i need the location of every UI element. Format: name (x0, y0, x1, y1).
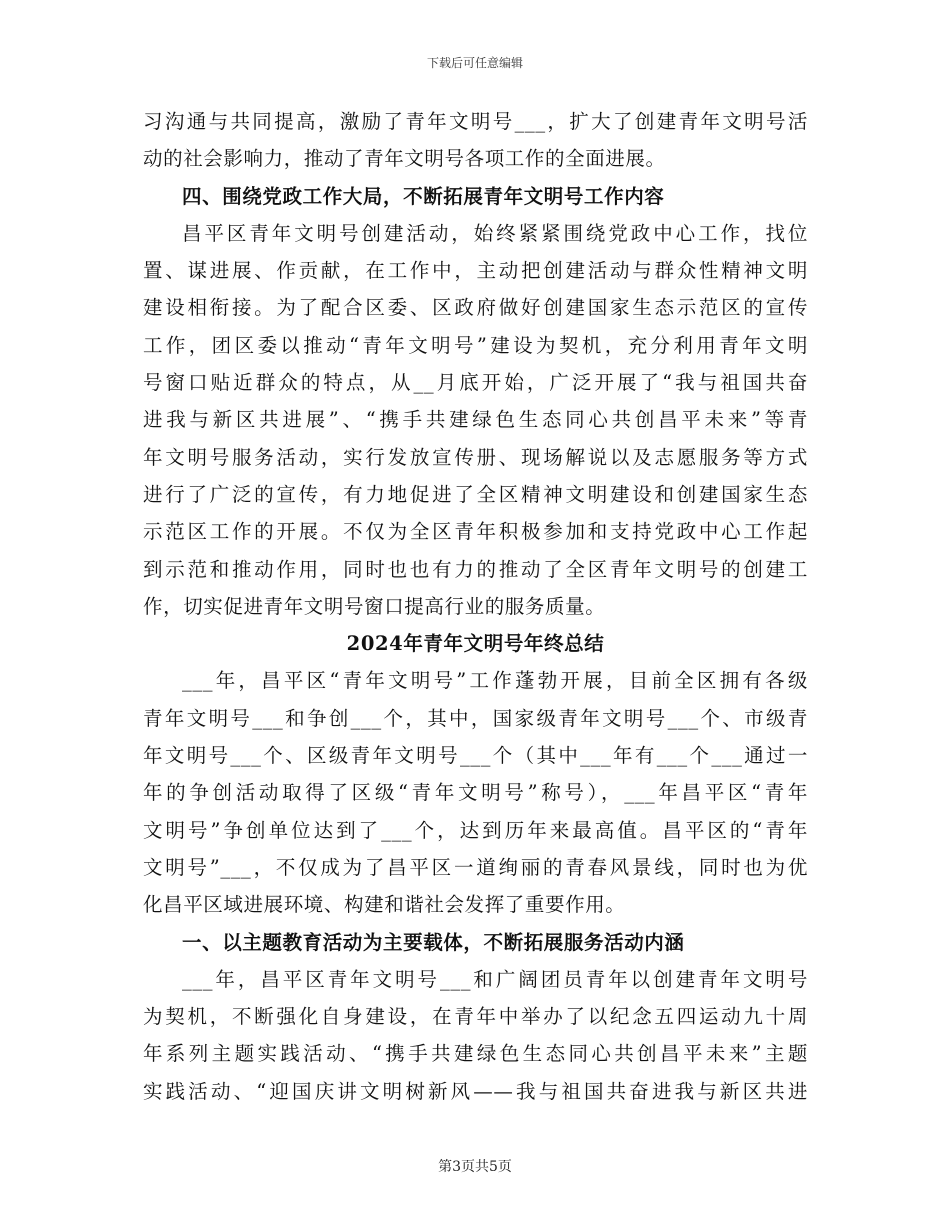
paragraph-line: 昌平区青年文明号创建活动，始终紧紧围绕党政中心工作，找位 (182, 221, 808, 245)
paragraph-line: ___年，昌平区“青年文明号”工作蓬勃开展，目前全区拥有各级 (182, 669, 808, 693)
paragraph-line: 习沟通与共同提高，激励了青年文明号___，扩大了创建青年文明号活 (143, 110, 808, 133)
paragraph-line: 实践活动、“迎国庆讲文明树新风——我与祖国共奋进我与新区共进 (143, 1079, 808, 1103)
section-heading: 四、围绕党政工作大局，不断拓展青年文明号工作内容 (182, 184, 665, 208)
paragraph-line: 工作，团区委以推动“青年文明号”建设为契机，充分利用青年文明 (143, 333, 808, 357)
page-header: 下载后可任意编辑 (426, 56, 523, 70)
paragraph-line: 文明号”争创单位达到了___个，达到历年来最高值。昌平区的“青年 (143, 818, 808, 842)
paragraph-line: 进我与新区共进展”、“携手共建绿色生态同心共创昌平未来”等青 (143, 408, 808, 432)
paragraph-line: 到示范和推动作用，同时也也有力的推动了全区青年文明号的创建工 (143, 557, 808, 581)
paragraph-line: 青年文明号___和争创___个，其中，国家级青年文明号___个、市级青 (143, 706, 808, 730)
document-body (143, 103, 808, 1110)
paragraph-line: 建设相衔接。为了配合区委、区政府做好创建国家生态示范区的宣传 (143, 296, 808, 320)
paragraph-line: 置、谋进展、作贡献，在工作中，主动把创建活动与群众性精神文明 (143, 259, 808, 283)
paragraph-line: 年系列主题实践活动、“携手共建绿色生态同心共创昌平未来”主题 (143, 1042, 808, 1066)
document-title: 2024年青年文明号年终总结 (346, 632, 605, 656)
paragraph-line: 年文明号___个、区级青年文明号___个（其中___年有___个___通过一 (143, 744, 808, 768)
paragraph-line: 号窗口贴近群众的特点，从__月底开始，广泛开展了“我与祖国共奋 (143, 371, 808, 395)
page-footer: 第3页共5页 (438, 1159, 512, 1175)
paragraph-line: 进行了广泛的宣传，有力地促进了全区精神文明建设和创建国家生态 (143, 482, 808, 506)
section-heading: 一、以主题教育活动为主要载体，不断拓展服务活动内涵 (182, 930, 685, 954)
paragraph-line: 年文明号服务活动，实行发放宣传册、现场解说以及志愿服务等方式 (143, 445, 808, 469)
paragraph-line: 年的争创活动取得了区级“青年文明号”称号），___年昌平区“青年 (143, 781, 808, 805)
paragraph-line: 示范区工作的开展。不仅为全区青年积极参加和支持党政中心工作起 (143, 520, 808, 544)
paragraph-line: 文明号”___，不仅成为了昌平区一道绚丽的青春风景线，同时也为优 (143, 855, 808, 879)
paragraph-line: ___年，昌平区青年文明号___和广阔团员青年以创建青年文明号 (182, 967, 808, 991)
paragraph-line: 作，切实促进青年文明号窗口提高行业的服务质量。 (143, 594, 606, 618)
paragraph-line: 为契机，不断强化自身建设，在青年中举办了以纪念五四运动九十周 (143, 1005, 808, 1029)
paragraph-line: 动的社会影响力，推动了青年文明号各项工作的全面进展。 (143, 147, 666, 171)
paragraph-line: 化昌平区域进展环境、构建和谐社会发挥了重要作用。 (143, 893, 626, 917)
